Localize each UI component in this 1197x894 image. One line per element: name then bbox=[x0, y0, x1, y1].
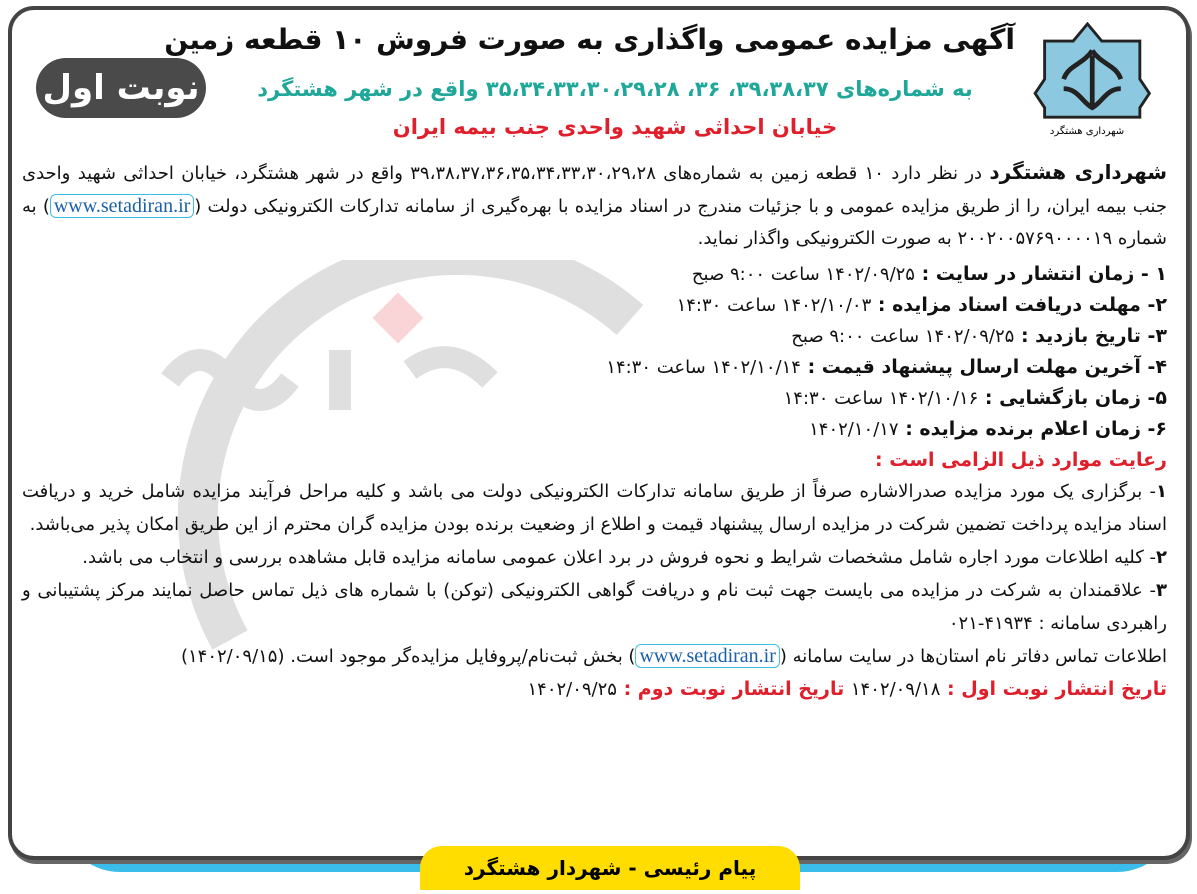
rule-number: ۲ bbox=[1156, 547, 1167, 568]
schedule-value: ۱۴۰۲/۰۹/۲۵ ساعت ۹:۰۰ صبح bbox=[791, 326, 1015, 347]
schedule-item bbox=[22, 321, 1167, 352]
rule-number: ۱ bbox=[1156, 481, 1167, 502]
schedule-item bbox=[22, 383, 1167, 414]
logo-caption: شهرداری هشتگرد bbox=[1049, 126, 1125, 137]
second-publication-label: تاریخ انتشار نوبت دوم : bbox=[616, 678, 851, 700]
intro-text-end: ) به شماره ۲۰۰۲۰۰۵۷۶۹۰۰۰۰۱۹ به صورت الکترونیکی واگذار نماید. bbox=[22, 196, 1167, 249]
intro-paragraph bbox=[22, 156, 1167, 255]
rule-number: ۳ bbox=[1156, 580, 1167, 601]
schedule-value: ۱۴۰۲/۰۹/۲۵ ساعت ۹:۰۰ صبح bbox=[691, 264, 915, 285]
rule-item bbox=[22, 541, 1167, 574]
ad-body bbox=[22, 156, 1167, 706]
signature-footer: پیام رئیسی - شهردار هشتگرد bbox=[420, 846, 800, 890]
schedule-label: ۳- تاریخ بازدید : bbox=[1014, 325, 1167, 347]
rules-heading: رعایت موارد ذیل الزامی است : bbox=[875, 449, 1167, 471]
contact-info bbox=[22, 640, 1167, 673]
rule-item bbox=[22, 574, 1167, 640]
second-publication-date: ۱۴۰۲/۰۹/۲۵ bbox=[527, 679, 617, 700]
rule-text: - علاقمندان به شرکت در مزایده می بایست جهت ثبت نام و دریافت گواهی الکترونیکی (توکن) با شماره های ذیل تماس حاصل نمایند مرکز پشتیبانی و راهبردی سامانه : ۴۱۹۳۴-۰۲۱ bbox=[22, 580, 1167, 634]
schedule-label: ۴- آخرین مهلت ارسال پیشنهاد قیمت : bbox=[800, 356, 1167, 378]
schedule-value: ۱۴۰۲/۱۰/۰۳ ساعت ۱۴:۳۰ bbox=[676, 295, 872, 316]
schedule-item bbox=[22, 290, 1167, 321]
first-publication-label: تاریخ انتشار نوبت اول : bbox=[940, 678, 1167, 700]
schedule-value: ۱۴۰۲/۱۰/۱۶ ساعت ۱۴:۳۰ bbox=[783, 388, 979, 409]
plot-numbers-subtitle: به شماره‌های ۳۹،۳۸،۳۷، ۳۶، ۳۵،۳۴،۳۳،۳۰،۲۹،۲۸ واقع در شهر هشتگرد bbox=[257, 77, 973, 101]
address-subtitle: خیابان احداثی شهید واحدی جنب بیمه ایران bbox=[392, 115, 838, 139]
schedule-label: ۲- مهلت دریافت اسناد مزایده : bbox=[871, 294, 1167, 316]
org-name: شهرداری هشتگرد bbox=[989, 160, 1167, 184]
schedule-value: ۱۴۰۲/۱۰/۱۴ ساعت ۱۴:۳۰ bbox=[606, 357, 801, 378]
first-publication-badge: نوبت اول bbox=[36, 58, 206, 118]
schedule-label: ۵- زمان بازگشایی : bbox=[978, 387, 1167, 409]
setadiran-link[interactable]: www.setadiran.ir bbox=[50, 194, 194, 218]
municipality-logo bbox=[1022, 22, 1172, 122]
schedule-item bbox=[22, 259, 1167, 290]
publication-dates bbox=[22, 673, 1167, 706]
rule-text: - برگزاری یک مورد مزایده صدرالاشاره صرفاً از طریق سامانه تدارکات الکترونیکی دولت می باشد و کلیه مراحل فرآیند مزایده شامل خرید و دریافت اسناد مزایده پرداخت تضمین شرکت در مزایده ارسال پیشنهاد قیمت و اطلاع از وضعیت برنده بودن مزایده گران محترم از این طریق امکان پذیر می‌باشد. bbox=[22, 481, 1167, 535]
schedule-label: ۶- زمان اعلام برنده مزایده : bbox=[898, 418, 1167, 440]
contact-text: اطلاعات تماس دفاتر نام استان‌ها در سایت سامانه ( bbox=[779, 646, 1167, 667]
ad-title: آگهی مزایده عمومی واگذاری به صورت فروش ۱۰ قطعه زمین bbox=[164, 23, 1015, 56]
schedule-label: ۱ - زمان انتشار در سایت : bbox=[914, 263, 1167, 285]
schedule-list bbox=[22, 259, 1167, 445]
schedule-item bbox=[22, 352, 1167, 383]
rule-text: - کلیه اطلاعات مورد اجاره شامل مشخصات شرایط و نحوه فروش در برد اعلان عمومی سامانه مزایده قابل مشاهده بررسی و انتخاب می باشد. bbox=[82, 547, 1156, 568]
contact-text-end: ) بخش ثبت‌نام/پروفایل مزایده‌گر موجود است. (۱۴۰۲/۰۹/۱۵) bbox=[180, 646, 636, 667]
rule-item bbox=[22, 475, 1167, 541]
first-publication-date: ۱۴۰۲/۰۹/۱۸ bbox=[850, 679, 941, 700]
schedule-value: ۱۴۰۲/۱۰/۱۷ bbox=[809, 419, 899, 440]
intro-text: در نظر دارد ۱۰ قطعه زمین به شماره‌های ۳۹،۳۸،۳۷،۳۶،۳۵،۳۴،۳۳،۳۰،۲۹،۲۸ واقع در شهر هشتگرد، خیابان احداثی شهید واحدی جنب بیمه ایران، را از طریق مزایده عمومی و با جزئیات مندرج در اسناد مزایده با بهره‌گیری از سامانه تدارکات الکترونیکی دولت ( bbox=[22, 163, 1167, 217]
setadiran-link[interactable]: www.setadiran.ir bbox=[635, 644, 779, 668]
schedule-item bbox=[22, 414, 1167, 445]
